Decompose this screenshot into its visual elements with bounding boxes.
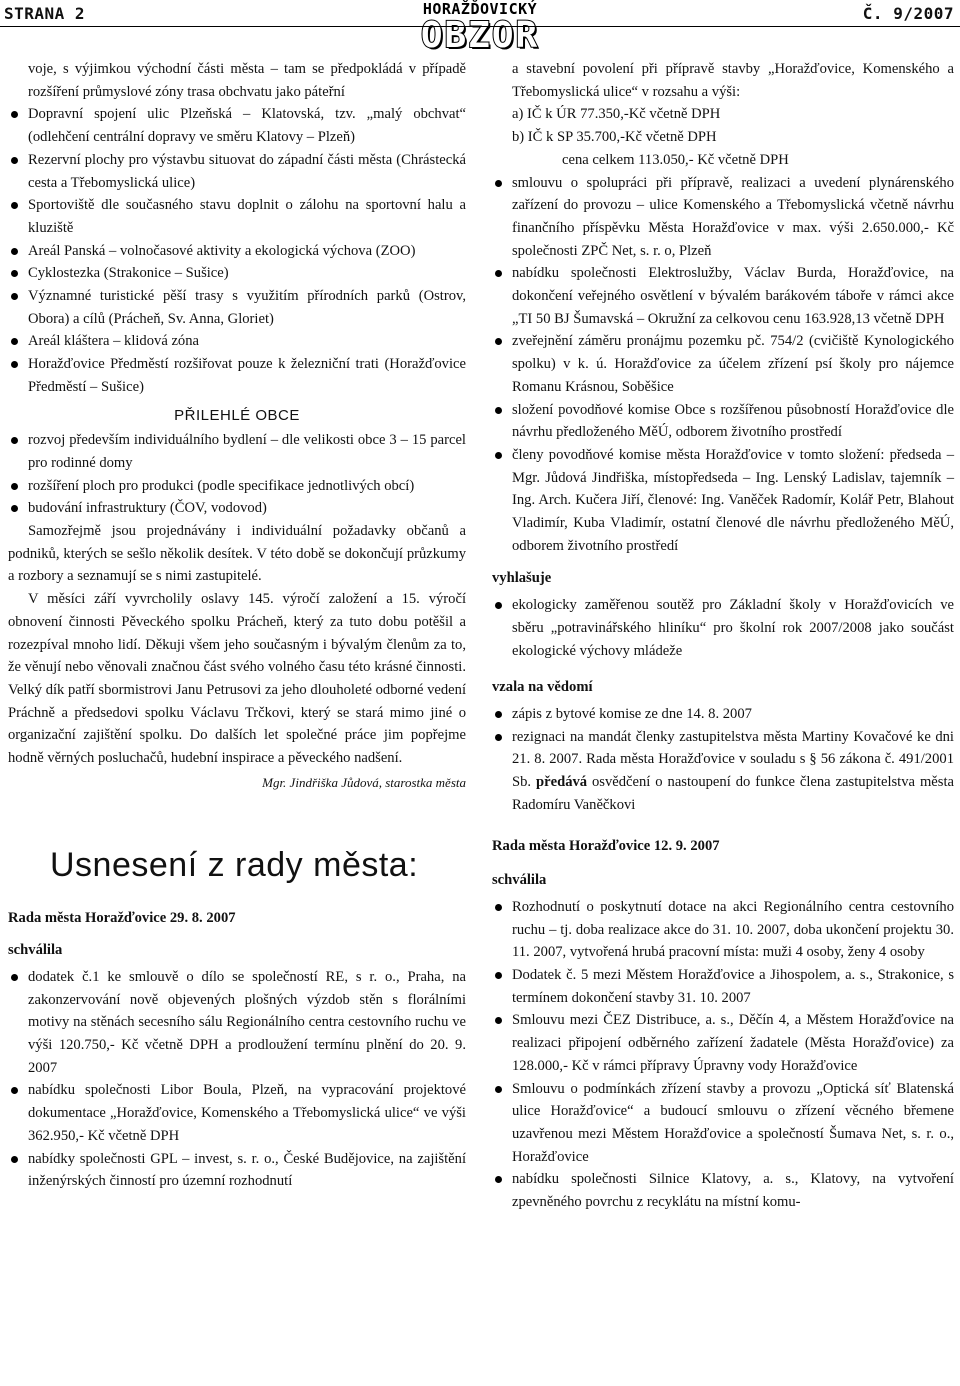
- list-item: Dodatek č. 5 mezi Městem Horažďovice a Jihospolem, a. s., Strakonice, s termínem dokončení stavby 31. 10. 2007: [492, 964, 954, 1009]
- list-item: Smlouvu o podmínkách zřízení stavby a provozu „Optická síť Blatenská ulice Horažďovice“ a budoucí smlouvu o zřízení věcného břemene uzavřenou mezi Městem Horažďovice a společností Šumava Net, s. r. o., Horažďovice: [492, 1078, 954, 1169]
- paragraph: Samozřejmě jsou projednávány i individuální požadavky občanů a podniků, kterých se sešlo několik desítek. V této době se dokončují průzkumy a rozbory a seznamují se s nimi zastupitelé.: [8, 523, 466, 585]
- list-item: Rozhodnutí o poskytnutí dotace na akci Regionálního centra cestovního ruchu – tj. doba realizace akce do 31. 10. 2007, doba ukončení projektu 30. 11. 2007, vytvořená hrubá pracovní místa: muži 4 osoby, ženy 4 osoby: [492, 896, 954, 964]
- list-item: Cyklostezka (Strakonice – Sušice): [8, 262, 466, 285]
- resignation-text-end: osvědčení o nastoupení do funkce člena zastupitelstva města Radomíru Vaněčkovi: [512, 774, 954, 813]
- list-item: ekologicky zaměřenou soutěž pro Základní školy v Horažďovicích ve sběru „potravinářského hliníku“ pro školní rok 2007/2008 jako součást ekologické výchovy mládeže: [492, 594, 954, 662]
- masthead-town: HORAŽĎOVICKÝ: [422, 0, 538, 18]
- resolution-list: [492, 896, 954, 1214]
- issue-number: Č. 9/2007: [862, 4, 954, 23]
- cost-line: a) IČ k ÚR 77.350,-Kč včetně DPH: [512, 106, 721, 123]
- resolution-label: vyhlašuje: [492, 570, 552, 587]
- list-item: Horažďovice Předměstí rozšiřovat pouze k železniční trati (Horažďovice Předměstí – Sušice): [8, 353, 466, 398]
- meeting-heading: Rada města Horažďovice 12. 9. 2007: [492, 837, 720, 854]
- list-item: dodatek č.1 ke smlouvě o dílo se společností RE, s r. o., Praha, na zakonzervování nově objevených plošných výzdob stěn s florálními motivy na stěnách secesního sálu Regionálního centra cestovního ruchu ve výši 120.750,- Kč včetně DPH a prodloužení termínu plnění do 20. 9. 2007: [8, 966, 466, 1080]
- plan-list: [8, 103, 466, 398]
- signature: Mgr. Jindřiška Jůdová, starostka města: [262, 774, 466, 790]
- list-item: nabídky společnosti GPL – invest, s. r. o., České Budějovice, na zajištění inženýrských činností pro územní rozhodnutí: [8, 1148, 466, 1193]
- right-column: [492, 58, 954, 1214]
- list-item: nabídku společnosti Elektroslužby, Václav Burda, Horažďovice, na dokončení veřejného osvětlení v bývalém barákovém táboře v rámci akce „TI 50 BJ Šumavská – Okružní za celkovou cenu 163.928,13 včetně DPH: [492, 262, 954, 330]
- page-header: [0, 0, 960, 54]
- resolution-label: schválila: [492, 872, 547, 889]
- villages-list: [8, 429, 466, 520]
- list-item: rozvoj především individuálního bydlení – dle velikosti obce 3 – 15 parcel pro rodinné domy: [8, 429, 466, 474]
- list-item: Významné turistické pěší trasy s využitím přírodních parků (Ostrov, Obora) a cílů (Prácheň, Sv. Anna, Gloriet): [8, 285, 466, 330]
- section-heading: PŘILEHLÉ OBCE: [174, 406, 300, 424]
- list-item: Sportoviště dle současného stavu doplnit o zálohu na sportovní halu a kluziště: [8, 194, 466, 239]
- page-number: STRANA 2: [4, 4, 86, 23]
- list-item: členy povodňové komise města Horažďovice v tomto složení: předseda – Mgr. Jůdová Jindřiška, místopředseda – Ing. Lenský Ladislav, tajemník – Ing. Arch. Kučera Jiří, členové: Ing. Vaněček Radomír, Kolář Petr, Blahout Vladimír, Kuba Vladimír, ostatní členové dle návrhu předloženého MěÚ, odborem životního prostředí: [492, 444, 954, 558]
- article-title: Usnesení z rady města:: [50, 845, 419, 884]
- list-item: nabídku společnosti Libor Boula, Plzeň, na vypracování projektové dokumentace „Horažďovice, Komenského a Třebomyslická ulice“ ve výši 362.950,- Kč včetně DPH: [8, 1079, 466, 1147]
- resolution-list: [8, 966, 466, 1193]
- resolution-label: schválila: [8, 942, 63, 959]
- header-rule: [0, 26, 960, 27]
- list-item: [492, 726, 954, 817]
- paragraph: V měsíci září vyvrcholily oslavy 145. výročí založení a 15. výročí obnovení činnosti Pěveckého spolku Prácheň, který za tuto dobu potěšil a rozezpíval mnoho lidí. Děkuji všem jeho současným i bývalým členům za to, že věnují nebo věnovali značnou část svého volného času této krásné činnosti. Velký dík patří sbormistrovi Janu Petrusovi za jeho dlouholeté odborné vedení Práchně a předsedovi spolku Václavu Trčkovi, který se stará mimo jiné o organizační zajištění spolku. Do dalších let společné práce jim popřejme hodně věrných posluchačů, hudební inspirace a pěveckého nadšení.: [8, 591, 466, 767]
- bold-word: předává: [536, 774, 588, 791]
- cost-line: b) IČ k SP 35.700,-Kč včetně DPH: [512, 129, 717, 146]
- list-item: zápis z bytové komise ze dne 14. 8. 2007: [492, 703, 954, 726]
- resignation-text: rezignaci na mandát členky zastupitelstva města Martiny Kovačové ke dni 21. 8. 2007. Rada města Horažďovice v souladu s § 56 zákona č. 491/2001 Sb.: [512, 728, 954, 791]
- masthead: [400, 0, 560, 54]
- continuation-text: a stavební povolení při přípravě stavby „Horažďovice, Komenského a Třebomyslická ulice“ v rozsahu a výši:: [512, 61, 954, 100]
- masthead-title: OBZOR: [420, 15, 540, 56]
- intro-text: voje, s výjimkou východní části města – tam se předpokládá v případě rozšíření průmyslové zóny trasa obchvatu jako páteřní: [28, 61, 466, 100]
- resolution-label: vzala na vědomí: [492, 679, 593, 696]
- list-item: Smlouvu mezi ČEZ Distribuce, a. s., Děčín 4, a Městem Horažďovice na realizaci připojení odběrného zařízení žadatele (Města Horažďovice) za 128.000,- Kč v rámci přípravy Úpravny vody Horažďovice: [492, 1009, 954, 1077]
- list-item: zveřejnění záměru pronájmu pozemku pč. 754/2 (cvičiště Kynologického spolku) v k. ú. Horažďovice za účelem zřízení psí školy pro nájemce Romanu Krásnou, Soběšice: [492, 330, 954, 398]
- list-item: smlouvu o spolupráci při přípravě, realizaci a uvedení plynárenského zařízení do provozu – ulice Komenského a Třebomyslická včetně návrhu finančního příspěvku Města Horažďovice v max. výši 2.650.000,- Kč společnosti ZPČ Net, s. r. o, Plzeň: [492, 172, 954, 263]
- announce-list: [492, 594, 954, 662]
- list-item: budování infrastruktury (ČOV, vodovod): [8, 497, 466, 520]
- list-item: Dopravní spojení ulic Plzeňská – Klatovská, tzv. „malý obchvat“ (odlehčení centrální dopravy ve směru Klatovy – Plzeň): [8, 103, 466, 148]
- list-item: rozšíření ploch pro produkci (podle specifikace jednotlivých obcí): [8, 475, 466, 498]
- meeting-heading: Rada města Horažďovice 29. 8. 2007: [8, 909, 236, 926]
- left-column: [8, 58, 466, 1193]
- resolution-list: [492, 172, 954, 558]
- list-item: Rezervní plochy pro výstavbu situovat do západní části města (Chrástecká cesta a Třebomyslická ulice): [8, 149, 466, 194]
- noted-list: [492, 703, 954, 817]
- list-item: Areál kláštera – klidová zóna: [8, 330, 466, 353]
- list-item: složení povodňové komise Obce s rozšířenou působností Horažďovice dle návrhu předloženého MěÚ, odborem životního prostředí: [492, 399, 954, 444]
- list-item: nabídku společnosti Silnice Klatovy, a. s., Klatovy, na vytvoření zpevněného povrchu z recyklátu na místní komu-: [492, 1168, 954, 1213]
- list-item: Areál Panská – volnočasové aktivity a ekologická výchova (ZOO): [8, 240, 466, 263]
- cost-line: cena celkem 113.050,- Kč včetně DPH: [562, 151, 789, 168]
